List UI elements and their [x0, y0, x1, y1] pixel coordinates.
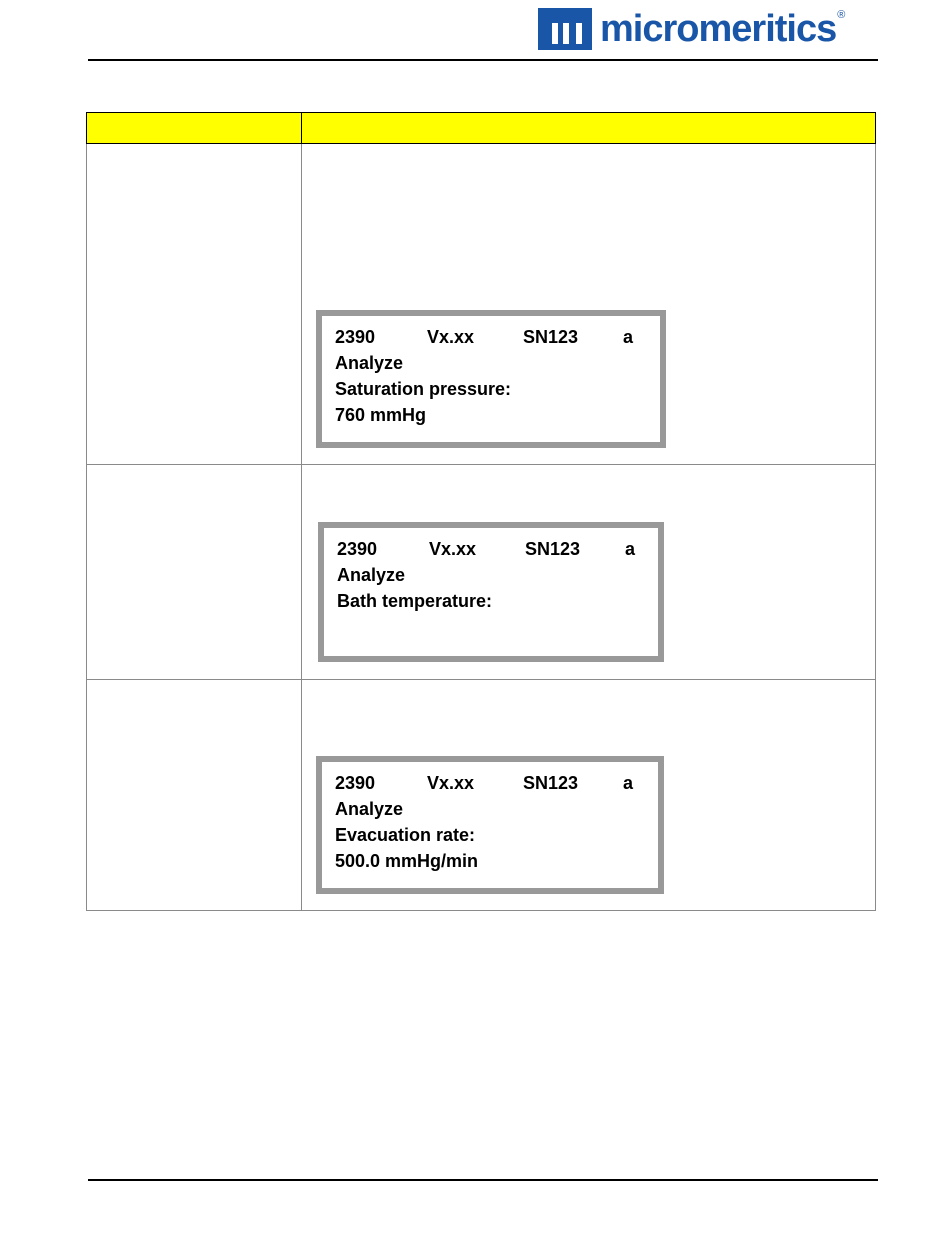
- lcd-model: 2390: [335, 773, 376, 793]
- row-label: [87, 465, 302, 680]
- table-header-field: [87, 113, 302, 144]
- lcd-prompt-line: Evacuation rate:: [335, 825, 476, 845]
- lcd-version: Vx.xx: [427, 773, 475, 793]
- table-header-row: [87, 113, 876, 144]
- brand-name: micromeritics: [600, 8, 837, 50]
- lcd-flag: a: [625, 539, 636, 559]
- row-description: [302, 680, 876, 911]
- registered-mark: ®: [837, 9, 846, 21]
- row-description: [302, 465, 876, 680]
- lcd-display: [316, 756, 664, 894]
- lcd-model: 2390: [335, 327, 376, 347]
- row-label: [87, 680, 302, 911]
- lcd-flag: a: [623, 773, 634, 793]
- micromeritics-logo: [538, 8, 845, 50]
- lcd-prompt-line: Saturation pressure:: [335, 379, 512, 399]
- lcd-serial: SN123: [525, 539, 581, 559]
- lcd-prompt-line: Bath temperature:: [337, 591, 493, 611]
- lcd-status-line: [335, 324, 660, 350]
- lcd-display: [318, 522, 664, 662]
- mi-logo-icon: [538, 8, 592, 50]
- lcd-value-line: 500.0 mmHg/min: [335, 851, 479, 871]
- lcd-status-line: [337, 536, 658, 562]
- footer-rule: [88, 1179, 878, 1181]
- lcd-version: Vx.xx: [429, 539, 477, 559]
- lcd-mode-line: Analyze: [335, 353, 404, 373]
- row-label: [87, 144, 302, 465]
- parameter-table: [86, 112, 876, 911]
- row-description: [302, 144, 876, 465]
- lcd-value-line: [337, 614, 658, 640]
- table-header-description: [302, 113, 876, 144]
- lcd-version: Vx.xx: [427, 327, 475, 347]
- lcd-status-line: [335, 770, 658, 796]
- lcd-serial: SN123: [523, 773, 579, 793]
- lcd-model: 2390: [337, 539, 378, 559]
- lcd-serial: SN123: [523, 327, 579, 347]
- lcd-mode-line: Analyze: [337, 565, 406, 585]
- lcd-mode-line: Analyze: [335, 799, 404, 819]
- lcd-display: [316, 310, 666, 448]
- table-row: [87, 465, 876, 680]
- lcd-value-line: 760 mmHg: [335, 405, 427, 425]
- table-row: [87, 680, 876, 911]
- lcd-flag: a: [623, 327, 634, 347]
- header-rule: [88, 59, 878, 61]
- table-row: [87, 144, 876, 465]
